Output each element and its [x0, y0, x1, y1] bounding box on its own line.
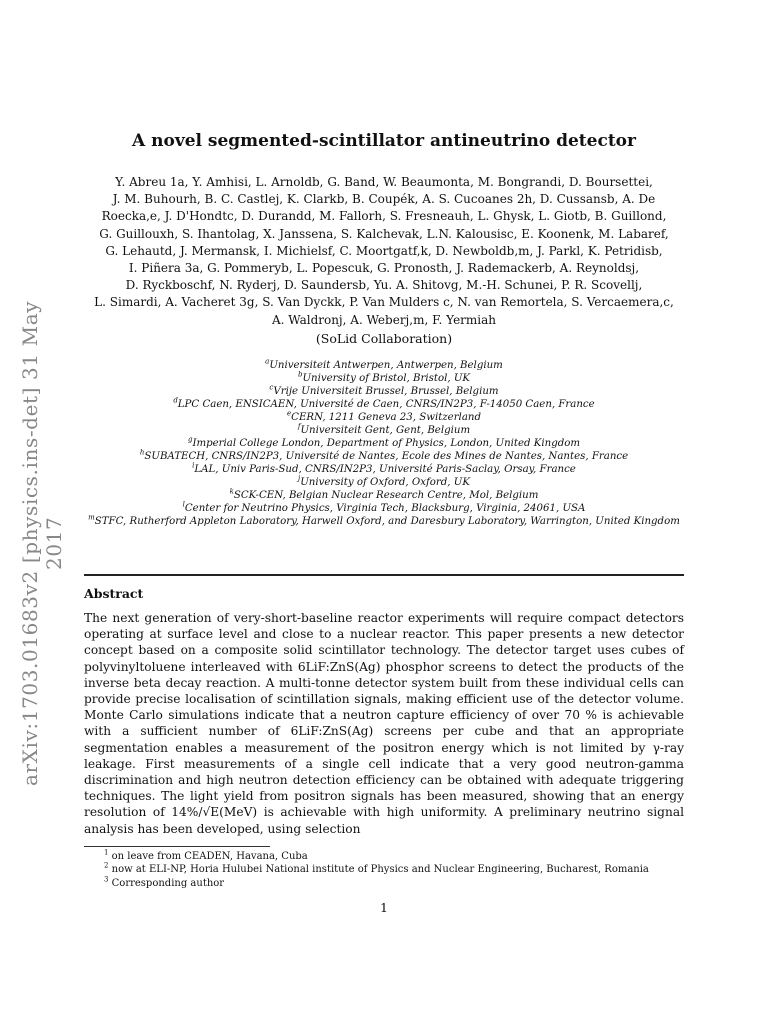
affiliation-key: f: [297, 422, 301, 431]
affiliation-text: SCK-CEN, Belgian Nuclear Research Centre, Mol, Belgium: [233, 490, 539, 501]
arxiv-identifier: arXiv:1703.01683v2 [physics.ins-det] 31 May 2017: [18, 300, 66, 786]
author-line: I. Piñera 3a, G. Pommeryb, L. Popescuk, G. Pronosth, J. Rademackerb, A. Reynoldsj,: [128, 261, 640, 276]
abstract-heading: Abstract: [84, 586, 144, 601]
affiliation-key: k: [229, 487, 234, 496]
author-list: [84, 174, 684, 329]
author-line: Y. Abreu 1a, Y. Amhisi, L. Arnoldb, G. Band, W. Beaumonta, M. Bongrandi, D. Boursettei,: [115, 175, 653, 189]
affiliation-item: [84, 359, 684, 372]
affiliation-text: Vrije Universiteit Brussel, Brussel, Belgium: [273, 386, 499, 397]
affiliation-key: i: [192, 461, 195, 470]
affiliation-text: University of Oxford, Oxford, UK: [300, 477, 470, 488]
paper-title: A novel segmented-scintillator antineutrino detector: [132, 131, 636, 151]
affiliation-key: b: [297, 370, 303, 379]
affiliation-item: [84, 424, 684, 437]
affiliation-text: Universiteit Gent, Gent, Belgium: [300, 425, 471, 436]
affiliation-text: Imperial College London, Department of Physics, London, United Kingdom: [192, 438, 581, 449]
footnote-text: now at ELI-NP, Horia Hulubei National institute of Physics and Nuclear Engineering, Bucharest, Romania: [108, 864, 649, 876]
affiliation-list: [84, 359, 684, 528]
affiliation-text: LPC Caen, ENSICAEN, Université de Caen, CNRS/IN2P3, F-14050 Caen, France: [177, 399, 595, 410]
author-line: D. Ryckboschf, N. Ryderj, D. Saundersb, Yu. A. Shitovg, M.-H. Schunei, P. R. Scovellj,: [125, 278, 643, 293]
affiliation-text: CERN, 1211 Geneva 23, Switzerland: [291, 412, 481, 423]
footnote-item: [84, 877, 684, 890]
footnote-number: 3: [104, 875, 109, 884]
affiliation-key: a: [265, 357, 270, 366]
affiliation-text: STFC, Rutherford Appleton Laboratory, Harwell Oxford, and Daresbury Laboratory, Warrington, United Kingdom: [94, 516, 680, 527]
affiliation-item: [84, 515, 684, 528]
affiliation-text: Universiteit Antwerpen, Antwerpen, Belgium: [269, 360, 503, 371]
abstract-top-rule: [84, 574, 684, 576]
collaboration-name: (SoLid Collaboration): [315, 331, 453, 346]
affiliation-item: [84, 489, 684, 502]
author-line: Roecka,e, J. D'Hondtc, D. Durandd, M. Fallorh, S. Fresneauh, L. Ghysk, L. Giotb, B. Guillond,: [101, 209, 667, 224]
footnote-text: on leave from CEADEN, Havana, Cuba: [108, 851, 308, 862]
abstract-text: The next generation of very-short-baseline reactor experiments will require compact detectors operating at surface level and close to a nuclear reactor. This paper presents a new detector concept based on a composite solid scintillator technology. The detector target uses cubes of polyvinyltoluene interleaved with 6LiF:ZnS(Ag) phosphor screens to detect the products of the inverse beta decay reaction. A multi-tonne detector system built from these individual cells can provide precise localisation of scintillation signals, making efficient use of the detector volume. Monte Carlo simulations indicate that a neutron capture efficiency of over 70 % is achievable with a sufficient number of 6LiF:ZnS(Ag) screens per cube and that an appropriate segmentation enables a measurement of the positron energy which is not limited by γ-ray leakage. First measurements of a single cell indicate that a very good neutron-gamma discrimination and high neutron detection efficiency can be obtained with adequate triggering techniques. The light yield from positron signals has been measured, showing that an energy resolution of 14%/√E(MeV) is achievable with high uniformity. A preliminary neutrino signal analysis has been developed, using selection: [84, 611, 684, 836]
author-line: A. Waldronj, A. Weberj,m, F. Yermiah: [271, 312, 496, 327]
affiliation-item: [84, 450, 684, 463]
affiliation-text: Center for Neutrino Physics, Virginia Tech, Blacksburg, Virginia, 24061, USA: [184, 503, 586, 514]
affiliation-key: l: [182, 500, 185, 509]
author-line: G. Lehautd, J. Mermansk, I. Michielsf, C. Moortgatf,k, D. Newboldb,m, J. Parkl, K. Petridisb,: [105, 243, 663, 258]
footnote-number: 1: [104, 848, 109, 857]
affiliation-text: LAL, Univ Paris-Sud, CNRS/IN2P3, Université Paris-Saclay, Orsay, France: [194, 464, 576, 475]
footnote-rule: [84, 846, 270, 847]
author-line: L. Simardi, A. Vacheret 3g, S. Van Dyckk, P. Van Mulders c, N. van Remortela, S. Vercaemera,c,: [94, 295, 674, 310]
affiliation-item: [84, 398, 684, 411]
affiliation-key: d: [173, 396, 178, 405]
affiliation-key: c: [269, 383, 274, 392]
footnote-item: [84, 850, 684, 863]
affiliation-item: [84, 476, 684, 489]
affiliation-item: [84, 372, 684, 385]
affiliation-key: e: [287, 409, 292, 418]
footnote-text: Corresponding author: [108, 877, 225, 889]
affiliation-item: [84, 437, 684, 450]
page-number: 1: [380, 900, 388, 915]
author-line: G. Guillouxh, S. Ihantolag, X. Janssena, S. Kalchevak, L.N. Kalousisc, E. Koonenk, M. Labaref,: [99, 226, 669, 241]
footnote-list: [84, 850, 684, 890]
footnote-number: 2: [104, 861, 109, 870]
affiliation-item: [84, 502, 684, 515]
affiliation-key: j: [298, 474, 301, 483]
author-line: J. M. Buhourh, B. C. Castlej, K. Clarkb, B. Coupék, A. S. Cucoanes 2h, D. Cussansb, A. De: [112, 192, 656, 207]
footnote-item: [84, 863, 684, 876]
affiliation-text: SUBATECH, CNRS/IN2P3, Université de Nantes, Ecole des Mines de Nantes, Nantes, France: [144, 451, 629, 462]
affiliation-key: h: [139, 448, 145, 457]
affiliation-key: g: [187, 435, 193, 444]
affiliation-key: m: [88, 513, 95, 522]
affiliation-text: University of Bristol, Bristol, UK: [302, 373, 471, 384]
affiliation-item: [84, 411, 684, 424]
affiliation-item: [84, 463, 684, 476]
